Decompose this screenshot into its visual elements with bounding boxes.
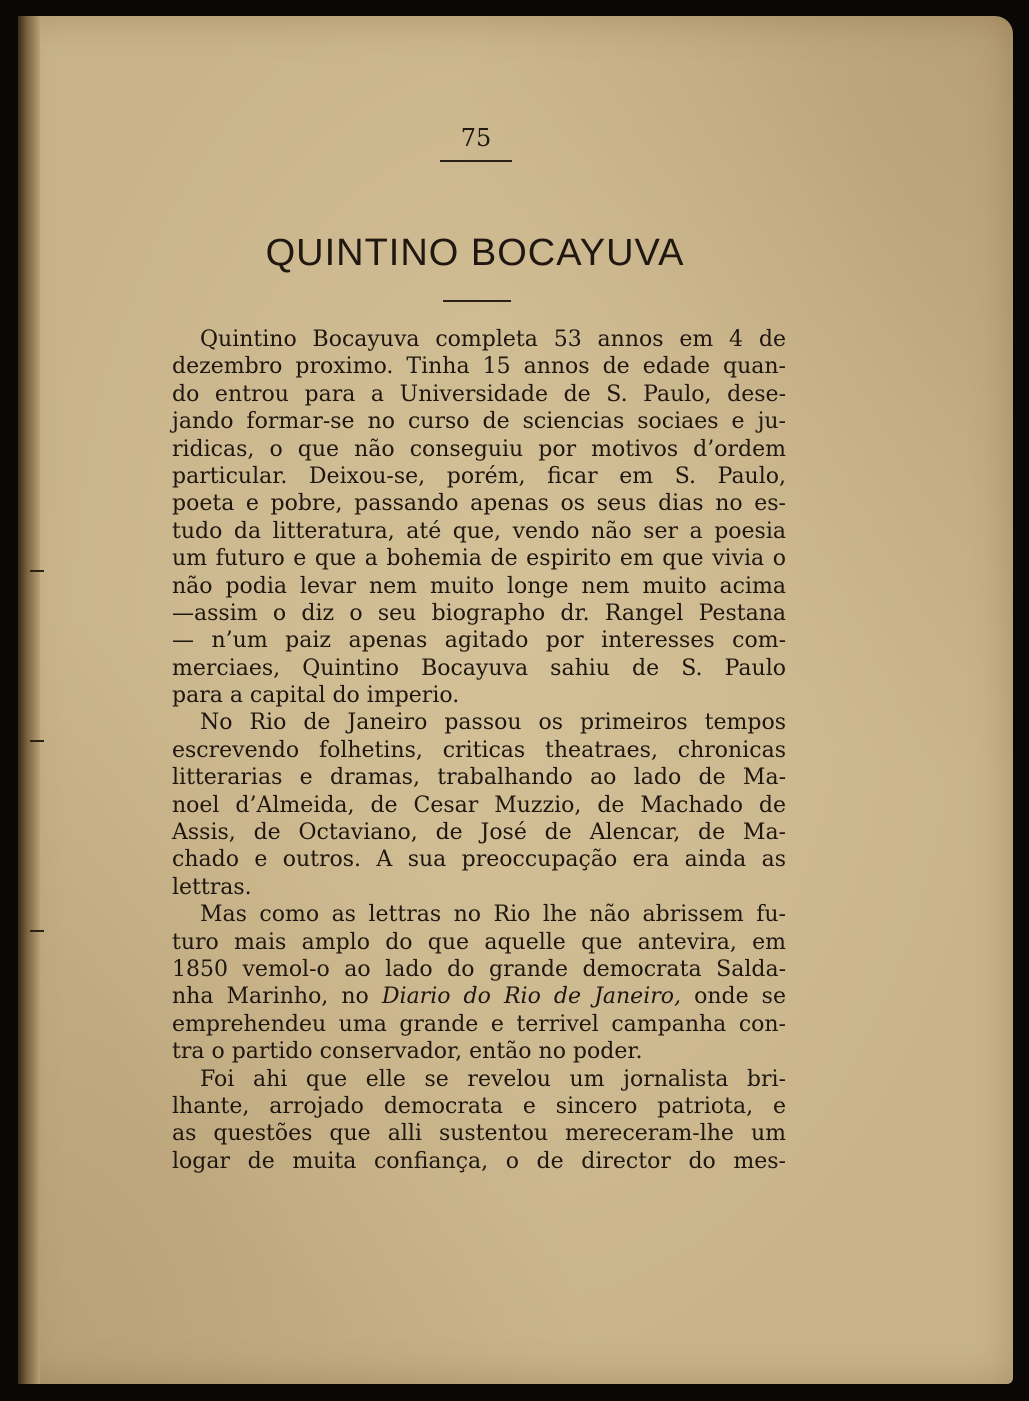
text-line: noel d’Almeida, de Cesar Muzzio, de Machado de	[172, 792, 786, 818]
chapter-title: QUINTINO BOCAYUVA	[265, 232, 685, 274]
margin-tick-mark	[30, 740, 44, 742]
text-line: Foi ahi que elle se revelou um jornalista bri-	[200, 1066, 786, 1092]
paragraph-2	[172, 709, 786, 901]
text-line: ridicas, o que não conseguiu por motivos d’ordem	[172, 436, 786, 462]
page-number: 75	[460, 124, 492, 152]
text-line: as questões que alli sustentou mereceram-lhe um	[172, 1121, 786, 1147]
newspaper-title: Diario do Rio de Janeiro,	[381, 984, 681, 1010]
text-line: — n’um paiz apenas agitado por interesses com-	[172, 628, 786, 654]
margin-tick-mark	[30, 930, 44, 932]
text-line: lhante, arrojado democrata e sincero patriota, e	[172, 1093, 786, 1119]
text-line: lettras.	[172, 874, 252, 900]
page-number-underline	[440, 160, 512, 162]
page-binding-edge	[18, 16, 40, 1384]
text-line: merciaes, Quintino Bocayuva sahiu de S. Paulo	[172, 655, 786, 681]
text-line: turo mais amplo do que aquelle que antevira, em	[172, 929, 786, 955]
text-fragment: onde se	[694, 984, 786, 1010]
text-line: um futuro e que a bohemia de espirito em que vivia o	[172, 546, 786, 572]
paragraph-1	[172, 326, 786, 709]
title-divider	[443, 300, 511, 302]
text-line: Quintino Bocayuva completa 53 annos em 4 de	[200, 327, 786, 352]
body-text	[172, 326, 786, 1175]
text-line: 1850 vemol-o ao lado do grande democrata Salda-	[172, 956, 786, 982]
text-line: emprehendeu uma grande e terrivel campanha con-	[172, 1011, 786, 1037]
text-line: chado e outros. A sua preoccupação era ainda as	[172, 847, 786, 873]
text-line: jando formar-se no curso de sciencias sociaes e ju-	[172, 409, 786, 435]
text-line: logar de muita confiança, o de director do mes-	[172, 1148, 786, 1174]
text-line-with-italic	[172, 983, 786, 1010]
text-fragment: nha Marinho, no	[172, 984, 369, 1010]
text-line: No Rio de Janeiro passou os primeiros tempos	[200, 710, 786, 736]
text-line: dezembro proximo. Tinha 15 annos de edade quan-	[172, 354, 786, 380]
text-line: escrevendo folhetins, criticas theatraes, chronicas	[172, 737, 786, 763]
text-line: do entrou para a Universidade de S. Paulo, dese-	[172, 381, 786, 407]
text-line: tudo da litteratura, até que, vendo não ser a poesia	[172, 518, 786, 544]
text-line: para a capital do imperio.	[172, 683, 460, 709]
text-line: litterarias e dramas, trabalhando ao lado de Ma-	[172, 765, 786, 791]
paragraph-3	[172, 901, 786, 1065]
text-line: poeta e pobre, passando apenas os seus dias no es-	[172, 491, 786, 517]
text-line: Mas como as lettras no Rio lhe não abrissem fu-	[200, 902, 786, 928]
paragraph-4	[172, 1066, 786, 1176]
text-line: Assis, de Octaviano, de José de Alencar, de Ma-	[172, 820, 786, 846]
margin-tick-mark	[30, 570, 44, 572]
text-line: não podia levar nem muito longe nem muito acima	[172, 573, 786, 599]
text-line: tra o partido conservador, então no poder.	[172, 1039, 643, 1065]
text-line: —assim o diz o seu biographo dr. Rangel Pestana	[172, 600, 786, 626]
text-line: particular. Deixou-se, porém, ficar em S. Paulo,	[172, 463, 786, 489]
